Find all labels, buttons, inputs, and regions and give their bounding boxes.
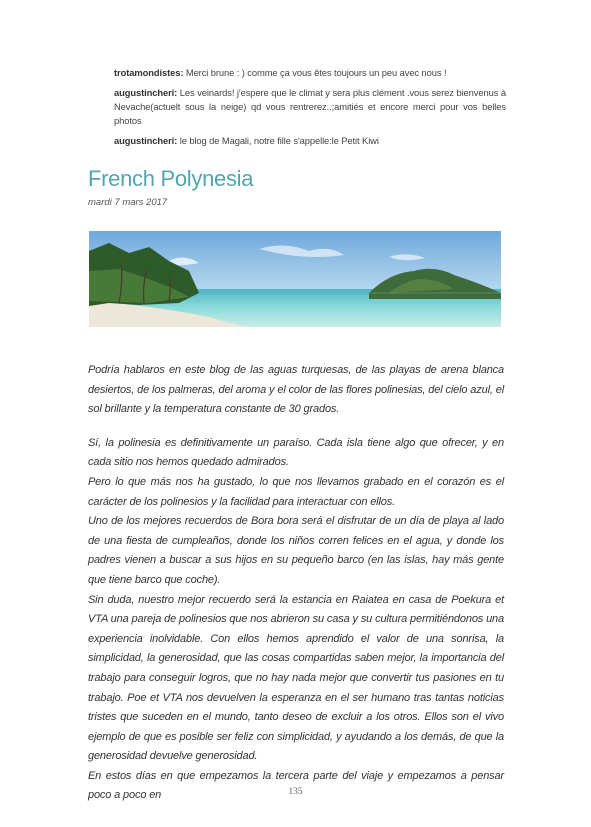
paragraph: Sin duda, nuestro mejor recuerdo será la estancia en Raiatea en casa de Poekura et VTA una pareja de polinesios que nos abrieron su casa y su cultura permitiéndonos una experiencia inolvidable. Con ellos hemos aprendido el valor de una sonrisa, la simplicidad, la generosidad, que las cosas compartidas saben mejor, la importancia del trabajo para conseguir logros, que no hay nada mejor que convertir tus pasiones en tu trabajo. Poe et VTA nos devuelven la esperanza en el ser humano tras tantas noticias tristes que suceden en el mundo, tanto deseo de excluir a los otros. Ellos son el vivo ejemplo de que es posible ser feliz con simplicidad, y ayudando a los demás, de que la generosidad devuelve generosidad. — [88, 593, 504, 763]
post-body — [88, 361, 504, 806]
comment-text: Les veinards! j'espere que le climat y sera plus clément .vous serez bienvenus à Nevache(actuelt sous la neige) qd vous rentrerez..;amitiés et encore merci pour vos belles photos — [114, 87, 506, 126]
comment — [114, 86, 506, 128]
comments-section — [114, 66, 506, 154]
paragraph: Podría hablaros en este blog de las aguas turquesas, de las playas de arena blanca desiertos, de los palmeras, del aroma y el color de las flores polinesias, del cielo azul, el sol brillante y la temperatura constante de 30 grados. — [88, 364, 504, 416]
page-number: 135 — [288, 787, 303, 797]
paragraph: En estos días en que empezamos la tercera parte del viaje y empezamos a pensar poco a poco en — [88, 769, 504, 802]
comment — [114, 66, 506, 80]
comment-author: augustincheri: — [114, 87, 178, 98]
paragraph: Pero lo que más nos ha gustado, lo que nos llevamos grabado en el corazón es el carácter de los polinesios y la facilidad para interactuar con ellos. — [88, 475, 504, 508]
post-date: mardi 7 mars 2017 — [88, 197, 168, 208]
paragraph: Uno de los mejores recuerdos de Bora bora será el disfrutar de un día de playa al lado de una fiesta de cumpleaños, donde los niños corren felices en el agua, y donde los padres vienen a buscar a sus hijos en su pequeño barco (en las islas, hay más gente que tiene barco que coche). — [88, 515, 504, 586]
comment-text: le blog de Magali, notre fille s'appelle:le Petit Kiwi — [179, 135, 379, 146]
paragraph: Sí, la polinesia es definitivamente un paraíso. Cada isla tiene algo que ofrecer, y en cada sitio nos hemos quedado admirados. — [88, 436, 504, 469]
panorama-photo — [89, 231, 501, 327]
comment-text: Merci brune : ) comme ça vous êtes toujours un peu avec nous ! — [185, 67, 447, 78]
comment-author: augustincheri: — [114, 135, 178, 146]
comment-author: trotamondistes: — [114, 67, 184, 78]
comment — [114, 134, 506, 148]
post-title: French Polynesia — [88, 166, 254, 191]
